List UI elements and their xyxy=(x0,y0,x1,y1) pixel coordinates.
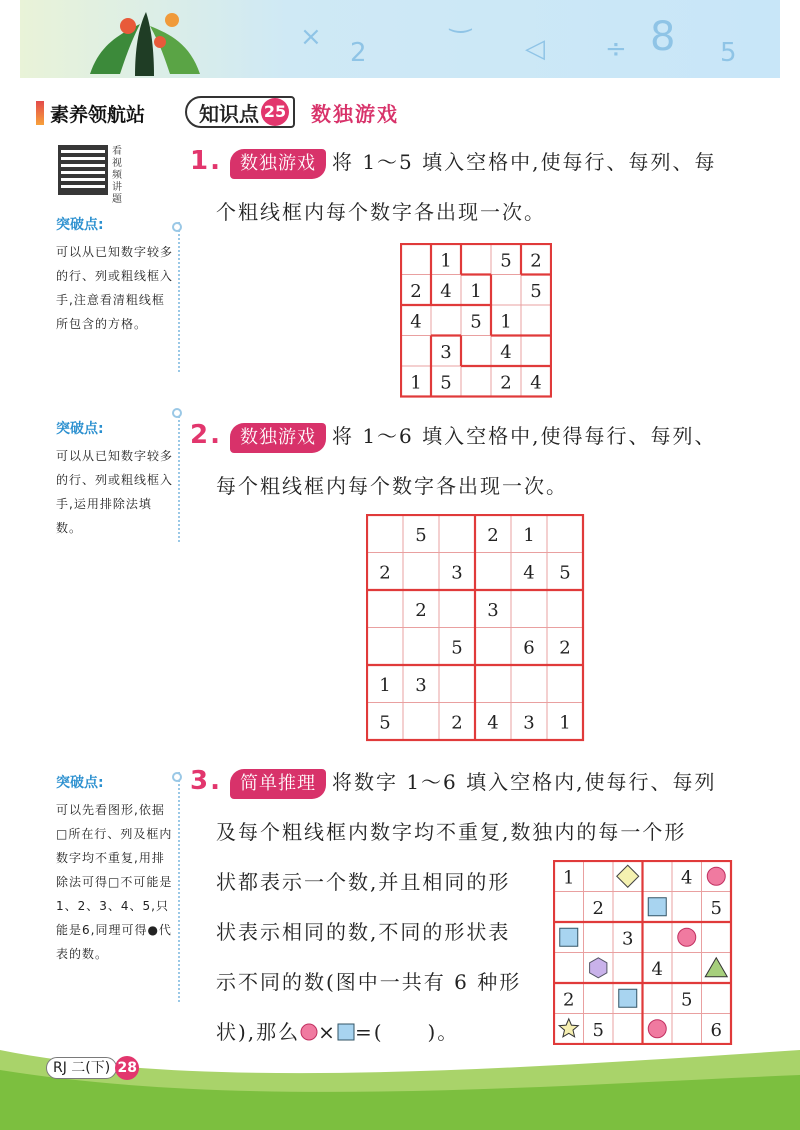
cell-digit: 4 xyxy=(500,341,512,363)
tip-box-1 xyxy=(56,214,176,336)
question-number: 3. xyxy=(190,766,222,796)
bullet-dot-icon xyxy=(172,408,182,418)
footer-wave xyxy=(0,1030,800,1130)
grid-cell[interactable] xyxy=(613,892,643,923)
grid-cell[interactable] xyxy=(547,665,583,703)
grid-cell[interactable] xyxy=(475,628,511,666)
divider xyxy=(178,222,180,372)
question-text: 及每个粗线框内数字均不重复,数独内的每一个形 xyxy=(216,820,687,844)
question-text: 状都表示一个数,并且相同的形 xyxy=(216,870,511,894)
grid-cell[interactable] xyxy=(584,861,614,892)
grid-cell[interactable] xyxy=(367,628,403,666)
cell-digit: 4 xyxy=(523,562,535,584)
grid-cell[interactable] xyxy=(403,703,439,741)
cell-digit: 3 xyxy=(451,562,463,584)
tip-title: 突破点: xyxy=(56,775,104,791)
cell-digit: 2 xyxy=(563,989,575,1011)
cell-digit: 6 xyxy=(710,1019,722,1041)
grid-cell[interactable] xyxy=(702,922,732,953)
cell-digit: 2 xyxy=(451,712,463,734)
cell-digit: 4 xyxy=(440,280,452,302)
grid-cell[interactable] xyxy=(401,336,431,367)
grid-cell[interactable] xyxy=(584,983,614,1014)
grid-cell[interactable] xyxy=(521,305,551,336)
qr-code-icon[interactable] xyxy=(58,145,108,195)
question-text: 状表示相同的数,不同的形状表 xyxy=(216,920,511,944)
cell-digit: 2 xyxy=(415,599,427,621)
kp-name: 数独游戏 xyxy=(311,101,399,126)
cell-digit: 2 xyxy=(559,637,571,659)
grid-cell[interactable] xyxy=(643,922,673,953)
cell-digit: 1 xyxy=(563,867,575,889)
divider xyxy=(178,772,180,1002)
question-text: 将 1～6 填入空格中,使得每行、每列、 xyxy=(331,424,717,448)
grid-cell[interactable] xyxy=(643,861,673,892)
question-number: 1. xyxy=(190,146,222,176)
cell-digit: 5 xyxy=(440,372,452,394)
cell-digit: 5 xyxy=(681,989,693,1011)
grid-cell[interactable] xyxy=(511,665,547,703)
grid-cell[interactable] xyxy=(439,665,475,703)
cell-digit: 1 xyxy=(500,311,512,333)
cell-digit: 4 xyxy=(530,372,542,394)
knowledge-point-badge xyxy=(185,96,295,128)
tip-box-3 xyxy=(56,772,176,966)
cell-digit: 1 xyxy=(410,372,422,394)
tip-box-2 xyxy=(56,418,176,540)
cell-digit: 5 xyxy=(530,280,542,302)
grid-cell[interactable] xyxy=(554,892,584,923)
cell-digit: 2 xyxy=(379,562,391,584)
cell-digit: 4 xyxy=(651,958,663,980)
cell-digit: 5 xyxy=(451,637,463,659)
cell-digit: 5 xyxy=(710,897,722,919)
grid-cell[interactable] xyxy=(547,590,583,628)
cell-digit: 3 xyxy=(440,341,452,363)
grid-cell[interactable] xyxy=(461,336,491,367)
grid-cell[interactable] xyxy=(431,305,461,336)
grid-cell[interactable] xyxy=(584,922,614,953)
grid-cell[interactable] xyxy=(461,244,491,275)
question-1 xyxy=(190,136,750,237)
knowledge-point-header xyxy=(185,96,399,128)
grid-cell[interactable] xyxy=(511,590,547,628)
grid-cell[interactable] xyxy=(702,983,732,1014)
answer-blank[interactable]: =( )。 xyxy=(354,1020,460,1044)
grid-cell[interactable] xyxy=(403,553,439,591)
cell-digit: 2 xyxy=(500,372,512,394)
grid-cell[interactable] xyxy=(439,590,475,628)
hexagon-shape-icon xyxy=(590,958,607,978)
question-tag: 数独游戏 xyxy=(230,149,326,179)
column-title: 素养领航站 xyxy=(50,103,146,126)
cell-digit: 2 xyxy=(592,897,604,919)
grade-label: RJ 二(下) xyxy=(46,1057,117,1079)
grid-cell[interactable] xyxy=(554,953,584,984)
question-text: 将 1～5 填入空格中,使每行、每列、每 xyxy=(331,150,717,174)
circle-shape-icon xyxy=(678,928,696,946)
column-header xyxy=(36,98,145,128)
tip-body: 可以先看图形,依据□所在行、列及框内数字均不重复,用排除法可得□不可能是1、2、3、4、5,只能是6,同理可得●代表的数。 xyxy=(56,803,173,961)
bullet-dot-icon xyxy=(172,772,182,782)
sudoku-grid-2 xyxy=(366,514,588,744)
grid-cell[interactable] xyxy=(672,892,702,923)
divider xyxy=(178,412,180,542)
question-tag: 简单推理 xyxy=(230,769,326,799)
grid-cell[interactable] xyxy=(475,665,511,703)
grid-cell[interactable] xyxy=(367,590,403,628)
grid-cell[interactable] xyxy=(475,553,511,591)
cell-digit: 2 xyxy=(487,524,499,546)
cell-digit: 4 xyxy=(410,311,422,333)
cell-digit: 3 xyxy=(622,928,634,950)
cell-digit: 1 xyxy=(440,250,452,272)
question-2 xyxy=(190,410,750,511)
plant-illustration-icon xyxy=(80,4,210,76)
cell-digit: 2 xyxy=(410,280,422,302)
grid-cell[interactable] xyxy=(367,515,403,553)
question-text: 每个粗线框内每个数字各出现一次。 xyxy=(216,474,568,498)
cell-digit: 3 xyxy=(415,674,427,696)
grid-cell[interactable] xyxy=(403,628,439,666)
cell-digit: 4 xyxy=(681,867,693,889)
question-answer-line: 状),那么 × =( )。 xyxy=(216,1020,460,1044)
cell-digit: 1 xyxy=(559,712,571,734)
cell-digit: 5 xyxy=(500,250,512,272)
bullet-dot-icon xyxy=(172,222,182,232)
cell-digit: 3 xyxy=(487,599,499,621)
page-footer xyxy=(46,1056,139,1080)
cell-digit: 3 xyxy=(523,712,535,734)
cell-digit: 1 xyxy=(523,524,535,546)
question-text: 示不同的数(图中一共有 6 种形 xyxy=(216,970,522,994)
cell-digit: 5 xyxy=(470,311,482,333)
question-text: 个粗线框内每个数字各出现一次。 xyxy=(216,200,546,224)
cell-digit: 4 xyxy=(487,712,499,734)
cell-digit: 5 xyxy=(559,562,571,584)
cell-digit: 5 xyxy=(592,1019,604,1041)
grid-cell[interactable] xyxy=(547,515,583,553)
page-number: 28 xyxy=(115,1056,139,1080)
tip-body: 可以从已知数字较多的行、列或粗线框入手,运用排除法填数。 xyxy=(56,449,174,535)
question-number: 2. xyxy=(190,420,222,450)
tip-title: 突破点: xyxy=(56,217,104,233)
kp-number: 25 xyxy=(261,98,289,126)
tip-title: 突破点: xyxy=(56,421,104,437)
tip-body: 可以从已知数字较多的行、列或粗线框入手,注意看清粗线框所包含的方格。 xyxy=(56,245,174,331)
square-shape-icon xyxy=(560,928,578,946)
square-shape-icon xyxy=(619,989,637,1007)
sudoku-grid-1 xyxy=(400,243,552,398)
question-tag: 数独游戏 xyxy=(230,423,326,453)
cell-digit: 1 xyxy=(379,674,391,696)
sudoku-grid-3 xyxy=(553,860,733,1045)
cell-digit: 1 xyxy=(470,280,482,302)
grid-cell[interactable] xyxy=(439,515,475,553)
header-mark-icon xyxy=(36,101,44,125)
grid-cell[interactable] xyxy=(643,983,673,1014)
question-text: 将数字 1～6 填入空格内,使每行、每列 xyxy=(331,770,717,794)
grid-cell[interactable] xyxy=(491,275,521,306)
grid-cell[interactable] xyxy=(461,366,491,397)
grid-cell[interactable] xyxy=(613,953,643,984)
grid-cell[interactable] xyxy=(672,953,702,984)
cell-digit: 5 xyxy=(415,524,427,546)
grid-cell[interactable] xyxy=(401,244,431,275)
circle-shape-icon xyxy=(707,867,725,885)
top-banner: × 2 ‿ ◁ ÷ 8 5 xyxy=(20,0,780,78)
kp-label: 知识点 xyxy=(199,101,259,126)
cell-digit: 6 xyxy=(523,637,535,659)
cell-digit: 2 xyxy=(530,250,542,272)
grid-cell[interactable] xyxy=(521,336,551,367)
qr-label: 看 视 频 讲 题 xyxy=(112,146,122,205)
square-shape-icon xyxy=(648,898,666,916)
cell-digit: 5 xyxy=(379,712,391,734)
